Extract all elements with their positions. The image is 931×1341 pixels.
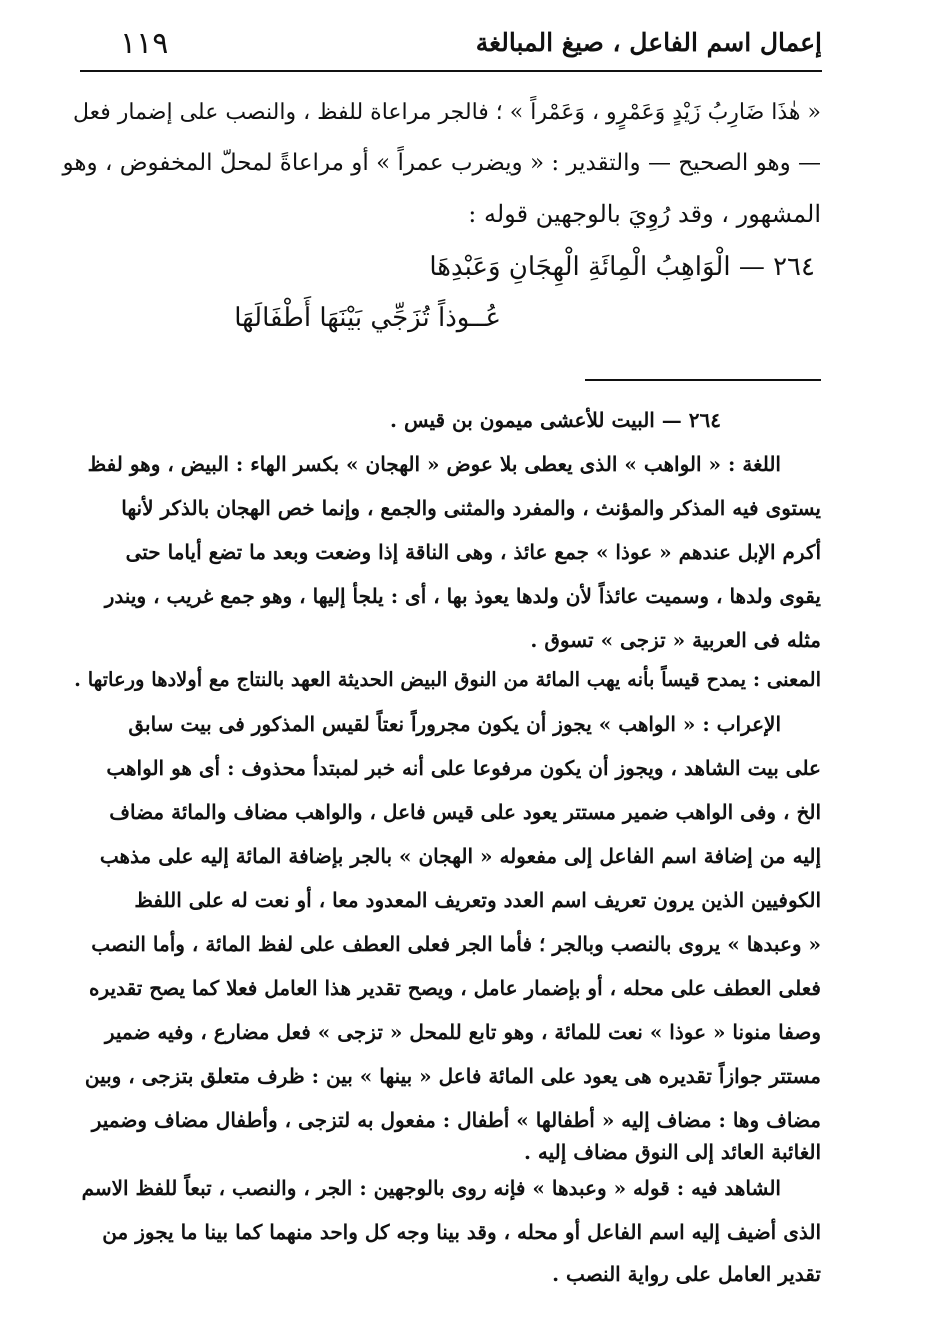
footnote-line: فعلى العطف على محله ، أو بإضمار عامل ، ويصح تقدير هذا العامل فعلا كما يصح تقديره	[89, 976, 821, 1000]
running-title: إعمال اسم الفاعل ، صيغ المبالغة	[475, 28, 822, 57]
footnote-line: ٢٦٤ — البيت للأعشى ميمون بن قيس .	[390, 408, 721, 432]
footnote-line: تقدير العامل على رواية النصب .	[552, 1262, 821, 1286]
footnote-line: يقوى ولدها ، وسميت عائذاً لأن ولدها يعوذ بها ، أى : يلجأ إليها ، وهو جمع غريب ، ويندر	[104, 584, 821, 608]
header-rule	[80, 70, 822, 72]
footnote-line: الغائبة العائد إلى النوق مضاف إليه .	[523, 1140, 821, 1164]
footnote-line: اللغة : « الواهب » الذى يعطى بلا عوض « الهجان » بكسر الهاء : البيض ، وهو لفظ	[87, 452, 781, 476]
footnote-line: الإعراب : « الواهب » يجوز أن يكون مجروراً نعتاً لقيس المذكور فى بيت سابق	[128, 712, 781, 736]
footnote-separator	[585, 379, 821, 381]
page-header	[80, 24, 822, 68]
footnote-line: مثله فى العربية « تزجى » تسوق .	[530, 628, 821, 652]
verse-first-hemistich: ٢٦٤ — الْوَاهِبُ الْمِائَةِ الْهِجَانِ وَعَبْدِهَا	[429, 252, 815, 282]
footnote-line: إليه من إضافة اسم الفاعل إلى مفعوله « الهجان » بالجر بإضافة المائة إليه على مذهب	[99, 844, 821, 868]
footnote-line: وصفا منونا « عوذا » نعت للمائة ، وهو تابع للمحل « تزجى » فعل مضارع ، وفيه ضمير	[104, 1020, 821, 1044]
footnote-line: « وعبدها » يروى بالنصب وبالجر ؛ فأما الجر فعلى العطف على لفظ المائة ، وأما النصب	[91, 932, 821, 956]
footnote-line: أكرم الإبل عندهم « عوذا » جمع عائذ ، وهى الناقة إذا وضعت وبعد ما تضع أياما حتى	[125, 540, 821, 564]
footnote-line: الذى أضيف إليه اسم الفاعل أو محله ، وقد بينا وجه كل واحد منهما كما بينا ما يجوز من	[102, 1220, 821, 1244]
main-text-line: — وهو الصحيح — والتقدير : « ويضرب عمراً » أو مراعاةً لمحلّ المخفوض ، وهو	[62, 150, 821, 176]
footnote-line: مضاف وها : مضاف إليه « أطفالها » أطفال : مفعول به لتزجى ، وأطفال مضاف وضمير	[91, 1108, 821, 1132]
footnote-line: الخ ، وفى الواهب ضمير مستتر يعود على قيس فاعل ، والواهب مضاف والمائة مضاف	[109, 800, 821, 824]
main-text-line: المشهور ، وقد رُوِيَ بالوجهين قوله :	[468, 200, 821, 228]
footnote-line: الكوفيين الذين يرون تعريف اسم العدد وتعريف المعدود معا ، أو نعت له على اللفظ	[134, 888, 821, 912]
footnote-line: المعنى : يمدح قيساً بأنه يهب المائة من النوق البيض الحديثة العهد بالنتاج مع أولادها ورعاتها .	[74, 668, 821, 691]
footnote-line: يستوى فيه المذكر والمؤنث ، والمفرد والمثنى والجمع ، وإنما خص الهجان بالذكر لأنها	[121, 496, 821, 520]
footnote-line: الشاهد فيه : قوله « وعبدها » فإنه روى بالوجهين : الجر ، والنصب ، تبعاً للفظ الاسم	[81, 1176, 781, 1200]
main-text-line: « هٰذَا ضَارِبُ زَيْدٍ وَعَمْرٍو ، وَعَمْراً » ؛ فالجر مراعاة للفظ ، والنصب على إضمار فعل	[72, 100, 821, 125]
footnote-line: على بيت الشاهد ، ويجوز أن يكون مرفوعا على أنه خبر لمبتدأ محذوف : أى هو الواهب	[106, 756, 821, 780]
page-number: ١١٩	[120, 26, 169, 61]
verse-second-hemistich: عُــوذاً تُزَجِّي بَيْنَهَا أَطْفَالَهَا	[234, 303, 501, 333]
footnote-line: مستتر جوازاً تقديره هى يعود على المائة فاعل « بينها » بين : ظرف متعلق بتزجى ، وبين	[84, 1064, 821, 1088]
